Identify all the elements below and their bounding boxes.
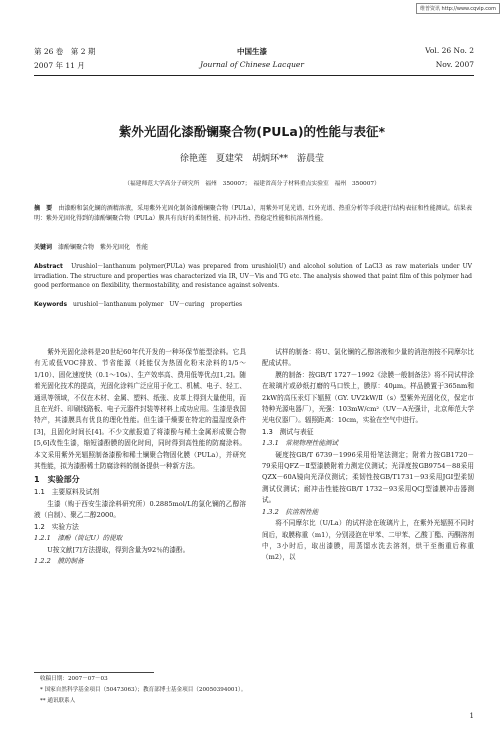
footnote-received: 收稿日期：2007－07－03	[40, 676, 108, 682]
intro-paragraph: 紫外光固化涂料是20世纪60年代开发的一种环保节能型涂料。它具有无或低VOC排放、节省能源（耗能仅为热固化粉末涂料的1/5～1/10）、固化速度快（0.1～10s）、生产效率高、费用低等优点[1,2]。随着光固化技术的提高，光固化涂料广泛应用于化工、机械、电子、轻工、通讯等领域，不仅在木材、金属、塑料、纸张、皮革上得到大量使用，而且在光纤、印刷线路板、电子元器件封装等材料上成功应用。生漆是我国特产，其漆膜具有优良的理化性能。但生漆干燥要在特定的温湿度条件[3]，且固化时间长[4]。不少文献报道了将漆酚与稀土金属形成聚合物[5,6]改性生漆，缩短漆酚膜的固化时间，同时得到高性能的防腐涂料。本文采用紫外光辐照制备漆酚和稀土镧聚合物固化膜（PULa），并研究其性能，拟为漆酚稀土防腐涂料的制备提供一种新方法。	[34, 348, 246, 471]
author-list: 徐艳莲 夏建荣 胡炳环** 游晨莹	[179, 154, 324, 164]
keywords-cn-text: 漆酚镧聚合物 紫外光固化 性能	[58, 244, 149, 251]
materials-paragraph: 生漆（购于西安生漆涂料研究所）0.2885mol/L的氯化镧的乙醇溶液（自制）、聚乙二醇2000。	[34, 499, 246, 520]
subsection-heading-materials: 1.1 主要原料及试剂	[34, 488, 100, 497]
abstract-cn-text: 由漆酚和氯化镧的酒精溶液，采用紫外光固化制备漆酚镧聚合物（PULa），用紫外可见光谱、红外光谱、热重分析等手段进行结构表征和性能测试。结果表明：紫外光固化得到的漆酚镧聚合物（PULa）膜具有良好的柔韧性能、抗冲击性、热稳定性能和抗溶剂性能。	[34, 205, 472, 222]
journal-name-en: Journal of Chinese Lacquer	[200, 60, 304, 69]
date-en: Nov. 2007	[435, 60, 474, 69]
physical-tests-paragraph: 硬度按GB/T 6739－1996采用铅笔法测定；附着力按GB1720－79采用QFZ－Ⅱ型漆膜附着力测定仪测试；光泽度按GB9754－88采用QZX－60A镜向光泽仪测试；柔韧性按GB/T1731－93采用JGI型柔韧测试仪测试；耐冲击性能按GB/T 1732－93采用QCJ型漆膜冲击器测试。	[262, 450, 474, 505]
sample-prep-paragraph: 试样的制备：将U、氯化镧的乙醇溶液和少量的消泡剂按不同摩尔比配成试样。	[262, 348, 474, 368]
subsection-heading-testing: 1.3 测试与表征	[262, 427, 314, 436]
keywords-en-text: urushiol－lanthanum polymer UV－curing properties	[73, 301, 243, 308]
keywords-en-label: Keywords	[34, 301, 68, 308]
page-number: 1	[469, 712, 474, 720]
abstract-cn-label: 摘 要	[34, 205, 53, 212]
subsubsection-heading-solvent: 1.3.2 抗溶剂性能	[262, 507, 319, 516]
right-column	[262, 347, 474, 564]
solvent-test-paragraph: 将不同摩尔比（U/La）的试样涂在玻璃片上，在紫外光辐照不同时间后，取膜称重（m1），分别浸泡在甲苯、二甲苯、乙酸丁酯、丙酮溶剂中，3小时后，取出漆膜，用蒸馏水洗去溶剂，烘干至衡重后称重（m2），以	[262, 519, 474, 562]
extraction-paragraph: U按文献[7]方法提取，得到含量为92％的漆酚。	[47, 545, 190, 554]
footnote-contact: ** 通讯联系人	[40, 698, 76, 704]
left-column	[34, 347, 246, 567]
section-heading-experimental: 1 实验部分	[34, 475, 80, 485]
abstract-en-label: Abstract	[34, 263, 63, 270]
film-prep-paragraph: 膜的制备：按GB/T 1727－1992《涂膜一般制备法》将不同试样涂在玻璃片或砂纸打磨的马口铁上，膜厚：40μm。样品膜置于365nm和2kW的高压汞灯下辐照（GY. UV2kW/Ⅱ（s）型紫外光固化仪，保定市特种光源电器厂），光强：103mW/cm²（UV－A光强计，北京师范大学光电仪器厂）。辐照距离：10cm，实验在空气中进行。	[262, 370, 474, 425]
subsubsection-heading-extraction: 1.2.1 漆酚（简记U）的提取	[34, 534, 123, 543]
keywords-cn	[34, 243, 472, 253]
header-rule	[34, 75, 474, 76]
keywords-cn-label: 关键词	[34, 244, 53, 251]
keywords-en	[34, 300, 472, 310]
source-stamp: 维普资讯 http://www.cqvip.com	[416, 3, 500, 14]
subsubsection-heading-film-prep: 1.2.2 膜的制备	[34, 556, 84, 565]
abstract-en	[34, 262, 472, 291]
volume-cn: 第 26 卷 第 2 期	[34, 47, 96, 56]
journal-name-cn: 中国生漆	[237, 47, 267, 56]
abstract-en-text: Urushiol－lanthanum polymer(PULa) was prepared from urushiol(U) and alcohol solution of LaCl3 as raw materials under UV irradiation. The structure and properties was characterized via IR, UV－Vis and TG etc. The analysis showed that paint film of this polymer had good performance on flexibility, thermostability, and resistance against solvents.	[34, 263, 472, 289]
date-cn: 2007 年 11 月	[34, 61, 85, 70]
footnote-rule	[34, 672, 154, 673]
volume-en: Vol. 26 No. 2	[425, 46, 474, 55]
subsubsection-heading-physical: 1.3.1 常规物理性能测试	[262, 439, 339, 448]
footnote-fund: * 国家自然科学基金项目（50473063）；教育部博士基金项目（20050394001）。	[40, 687, 247, 693]
subsection-heading-methods: 1.2 实验方法	[34, 522, 79, 531]
affiliation: （福建师范大学高分子研究所 福州 350007； 福建省高分子材料重点实验室 福州 350007）	[124, 181, 380, 187]
abstract-cn	[34, 204, 472, 223]
paper-title: 紫外光固化漆酚镧聚合物(PULa)的性能与表征*	[118, 124, 386, 139]
